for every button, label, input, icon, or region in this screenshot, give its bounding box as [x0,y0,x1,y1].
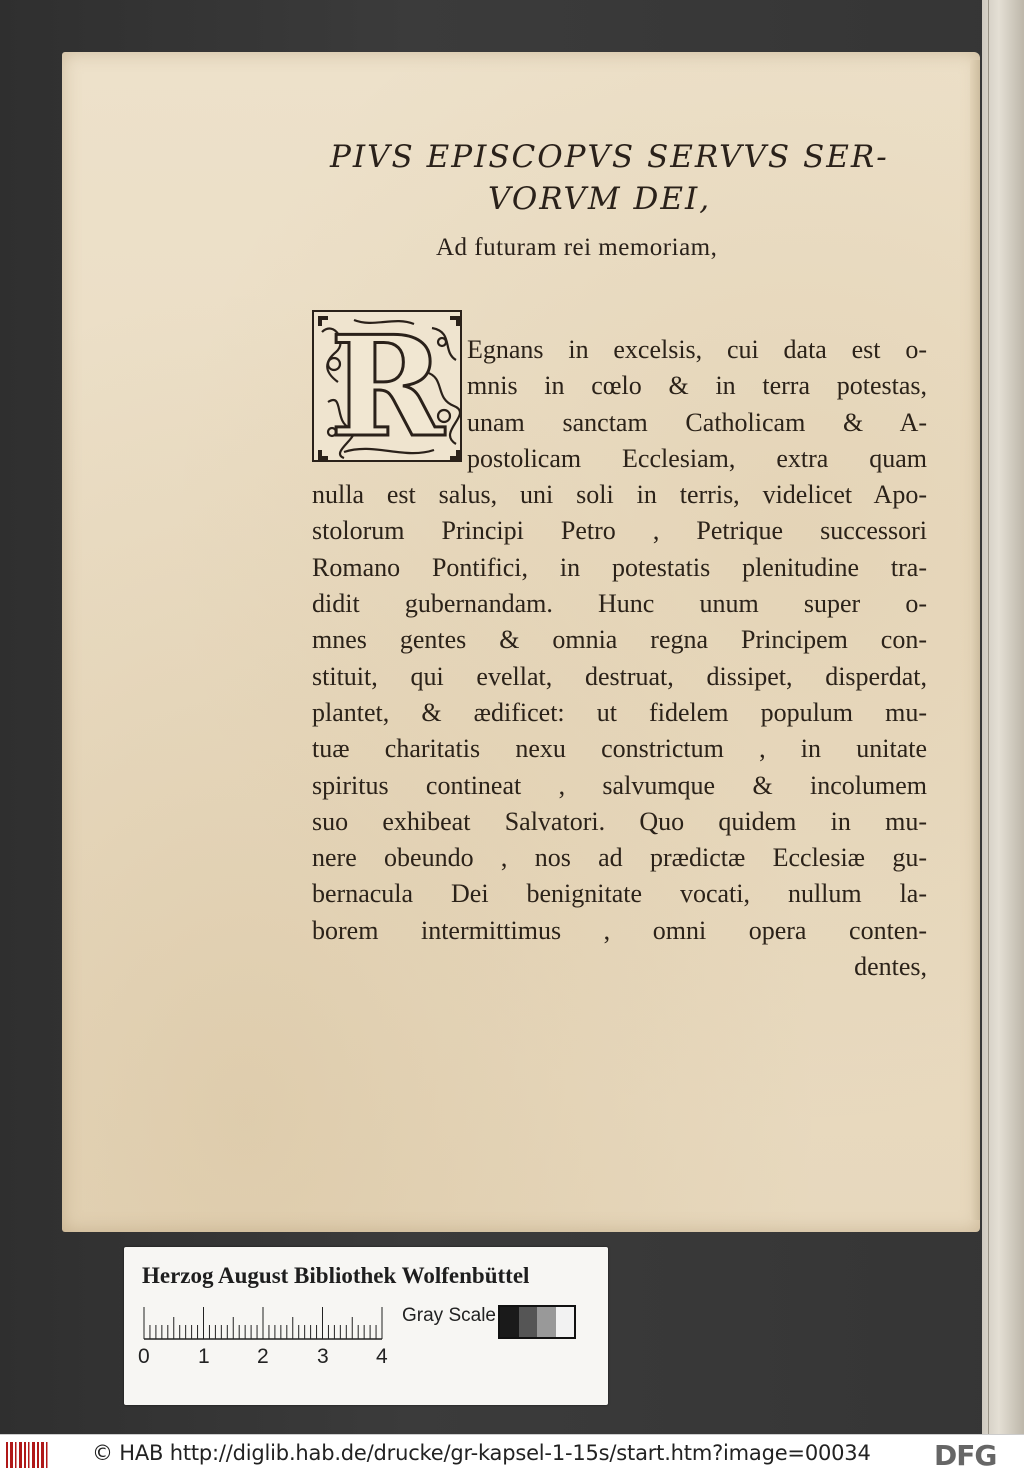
gray-chip [500,1307,519,1337]
text-line: postolicam Ecclesiam, extra quam [467,443,927,473]
text-line: bernacula Dei benignitate vocati, nullum la- [312,879,927,909]
text-line: tuæ charitatis nexu constrictum , in unitate [312,734,927,764]
footer-bar [0,1434,1024,1475]
gray-scale-chips [498,1305,576,1339]
document-subheading: Ad futuram rei memoriam, [436,234,718,261]
text-line: mnis in cœlo & in terra potestas, [467,371,927,401]
dfg-logo: DFG [934,1439,997,1472]
text-line: Egnans in excelsis, cui data est o- [467,335,927,364]
text-line: borem intermittimus , omni opera conten- [312,915,927,945]
gray-scale-label: Gray Scale [402,1305,496,1326]
text-line: unam sanctam Catholicam & A- [467,407,927,437]
adjacent-page-edge [982,0,1024,1434]
heading-line-1: PIVS EPISCOPVS SERVVS SER- [330,139,889,175]
text-line: stolorum Principi Petro , Petrique successori [312,516,927,546]
text-line: nere obeundo , nos ad prædictæ Ecclesiæ gu- [312,843,927,873]
text-line: Romano Pontifici, in potestatis plenitudine tra- [312,552,927,582]
document-heading [330,136,910,220]
text-line: stituit, qui evellat, destruat, dissipet, disperdat, [312,661,927,691]
text-line: dentes, [854,952,927,982]
scale-ruler-card [124,1247,608,1405]
initial-letter: R [329,310,445,462]
text-line: spiritus contineat , salvumque & incolumem [312,770,927,800]
library-name: Herzog August Bibliothek Wolfenbüttel [142,1263,530,1288]
ruler-number: 3 [317,1345,329,1368]
heading-line-2: VORVM DEI, [488,181,712,217]
ruler-number: 2 [257,1345,269,1368]
text-line: plantet, & ædificet: ut fidelem populum mu- [312,697,927,727]
body-text [312,332,927,985]
footer-copyright-link[interactable]: © HAB http://diglib.hab.de/drucke/gr-kapsel-1-15s/start.htm?image=00034 [92,1441,871,1465]
ruler-number: 0 [138,1345,150,1368]
barcode-icon [6,1440,48,1470]
page-edge-shadow [970,60,980,1220]
gray-chip [537,1307,556,1337]
gray-chip [519,1307,538,1337]
text-line: mnes gentes & omnia regna Principem con- [312,625,927,655]
text-line: didit gubernandam. Hunc unum super o- [312,589,927,619]
ruler-number: 4 [376,1345,388,1368]
text-line: suo exhibeat Salvatori. Quo quidem in mu- [312,806,927,836]
ruler-number: 1 [198,1345,210,1368]
gray-chip [556,1307,575,1337]
text-line: nulla est salus, uni soli in terris, videlicet Apo- [312,480,927,510]
